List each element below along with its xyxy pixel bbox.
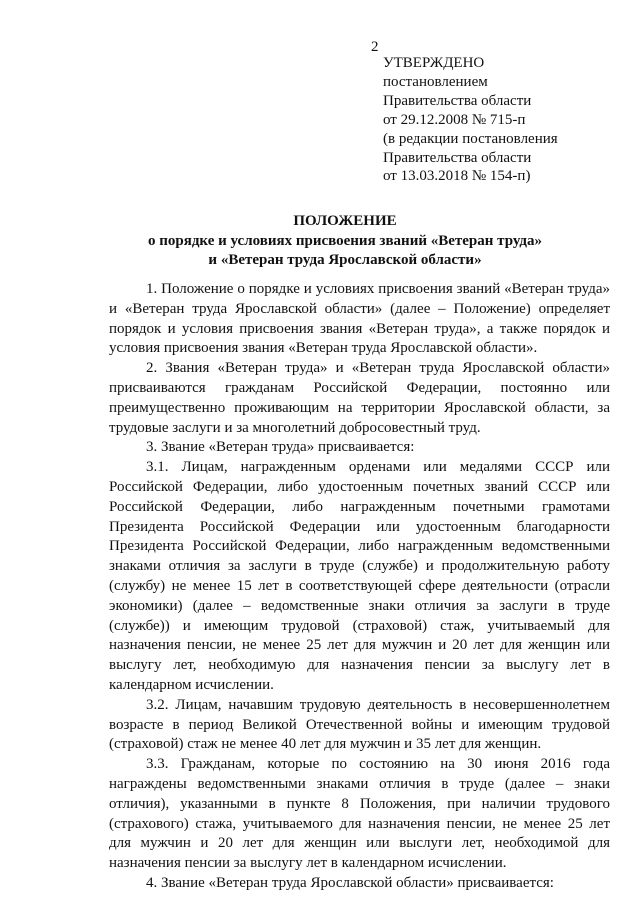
paragraph-3: 3. Звание «Ветеран труда» присваивается: — [146, 439, 415, 456]
approval-line: Правительства области — [383, 149, 532, 166]
document-body — [109, 280, 610, 894]
approval-line-title: УТВЕРЖДЕНО — [383, 55, 485, 71]
approval-stamp-block — [383, 54, 558, 186]
paragraph-4: 4. Звание «Ветеран труда Ярославской области» присваивается: — [146, 874, 554, 891]
page-number: 2 — [371, 39, 379, 55]
paragraph-3-1: 3.1. Лицам, награжденным орденами или медалями СССР или Российской Федерации, либо удостоенным почетных званий СССР или Российской Федерации, либо награжденным почетными грамотами Президента Российской Федерации или удостоенным благодарности Президента Российской Федерации, либо награжденным ведомственными знаками отличия за заслуги в труде (службе) и продолжительную работу (службу) не менее 15 лет в соответствующей сфере деятельности (отрасли экономики) (далее – ведомственные знаки отличия за заслуги в труде (службе)) и имеющим трудовой (страховой) стаж, учитываемый для назначения пенсии, не менее 25 лет для мужчин и 20 лет для женщин или выслугу лет, необходимую для назначения пенсии за выслугу лет в календарном исчислении. — [109, 459, 610, 693]
document-title: ПОЛОЖЕНИЕ — [293, 213, 397, 229]
approval-line: Правительства области — [383, 92, 532, 109]
approval-line: от 29.12.2008 № 715-п — [383, 111, 526, 128]
approval-line: от 13.03.2018 № 154-п) — [383, 168, 531, 185]
document-heading — [100, 212, 590, 271]
paragraph-1: 1. Положение о порядке и условиях присвоения званий «Ветеран труда» и «Ветеран труда Ярославской области» (далее – Положение) определяет порядок и условия присвоения звания «Ветеран труда», а также порядок и условия присвоения звания «Ветеран труда Ярославской области». — [109, 281, 610, 357]
paragraph-2: 2. Звания «Ветеран труда» и «Ветеран труда Ярославской области» присваиваются гражданам Российской Федерации, постоянно или преимущественно проживающим на территории Ярославской области, за трудовые заслуги и за многолетний добросовестный труд. — [109, 360, 610, 436]
paragraph-3-3: 3.3. Гражданам, которые по состоянию на 30 июня 2016 года награждены ведомственными знаками отличия в труде (далее – знаки отличия), указанными в пункте 8 Положения, при наличии трудового (страхового) стажа, учитываемого для назначения пенсии, не менее 25 лет для мужчин и 20 лет для женщин или выслуги лет, необходимой для назначения пенсии за выслугу лет в календарном исчислении. — [109, 756, 610, 872]
approval-line: (в редакции постановления — [383, 130, 558, 147]
approval-line: постановлением — [383, 73, 488, 90]
document-subtitle-line: о порядке и условиях присвоения званий «Ветеран труда» — [147, 232, 542, 249]
document-subtitle-line: и «Ветеран труда Ярославской области» — [208, 252, 482, 268]
paragraph-3-2: 3.2. Лицам, начавшим трудовую деятельность в несовершеннолетнем возрасте в период Великой Отечественной войны и имеющим трудовой (страховой) стаж не менее 40 лет для мужчин и 35 лет для женщин. — [109, 696, 610, 753]
